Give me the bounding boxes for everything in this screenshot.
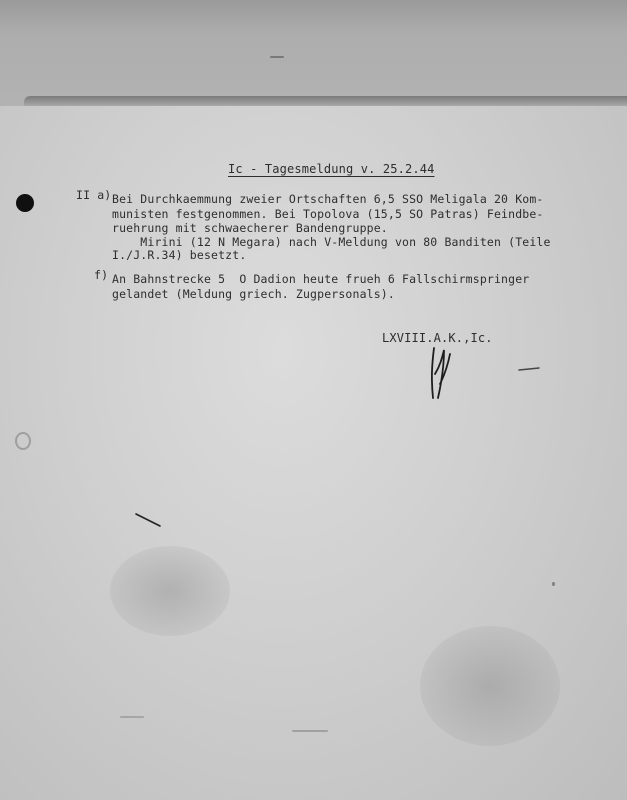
section-a-line: ruehrung mit schwaecherer Bandengruppe.: [112, 221, 388, 235]
section-f-line: An Bahnstrecke 5 O Dadion heute frueh 6 Fallschirmspringer: [112, 272, 530, 286]
paper-stain: [420, 626, 560, 746]
section-f-line: gelandet (Meldung griech. Zugpersonals).: [112, 287, 395, 301]
section-a-line: Mirini (12 N Megara) nach V-Meldung von 80 Banditen (Teile: [112, 235, 551, 249]
section-a-line: I./J.R.34) besetzt.: [112, 248, 247, 262]
speck: [552, 582, 555, 586]
pen-mark: [516, 364, 542, 374]
section-a-line: Bei Durchkaemmung zweier Ortschaften 6,5 SSO Meligala 20 Kom-: [112, 192, 544, 206]
document-title: Ic - Tagesmeldung v. 25.2.44: [228, 162, 435, 176]
handwritten-signature: [426, 344, 456, 404]
pen-mark: [134, 510, 164, 530]
speck: [120, 716, 144, 718]
speck: [292, 730, 328, 732]
section-a-line: munisten festgenommen. Bei Topolova (15,5 SO Patras) Feindbe-: [112, 207, 544, 221]
punch-hole: [16, 194, 34, 212]
signature-block: LXVIII.A.K.,Ic.: [382, 331, 493, 345]
paper-stain: [110, 546, 230, 636]
section-a-label: II a): [76, 188, 112, 202]
speck: [270, 56, 284, 58]
punch-hole-ghost: [15, 432, 31, 450]
section-f-label: f): [94, 268, 109, 282]
